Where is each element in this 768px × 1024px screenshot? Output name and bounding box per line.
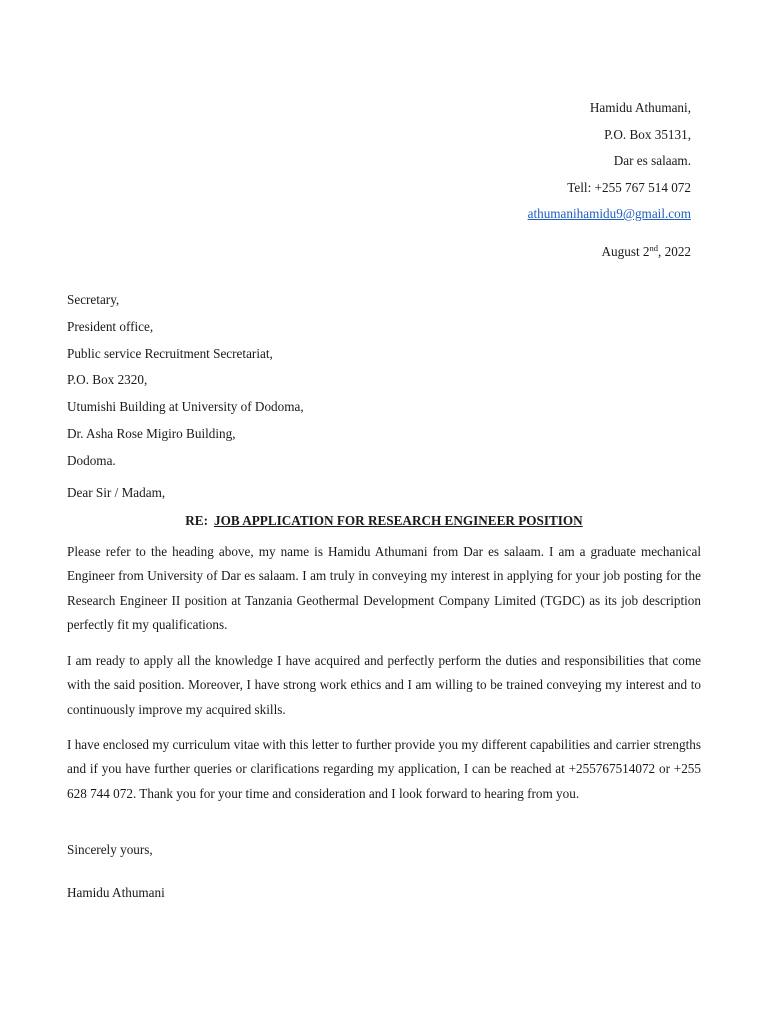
recipient-line: P.O. Box 2320, [67, 372, 148, 388]
recipient-line: President office, [67, 318, 154, 334]
recipient-address-block [67, 287, 304, 475]
sender-email-line [528, 201, 691, 228]
body-paragraph: I am ready to apply all the knowledge I have acquired and perfectly perform the duties and responsibilities that come with the said position. Moreover, I have strong work ethics and I am willing to be trained conveying my interest and to continuously improve my acquired skills. [67, 653, 701, 717]
subject-text: JOB APPLICATION FOR RESEARCH ENGINEER POSITION [214, 513, 583, 528]
signature-name: Hamidu Athumani [67, 885, 165, 900]
recipient-line: Public service Recruitment Secretariat, [67, 345, 273, 361]
letter-date [602, 244, 691, 260]
recipient-line: Dodoma. [67, 452, 116, 468]
sender-city: Dar es salaam. [613, 153, 691, 168]
sender-po-box: P.O. Box 35131, [604, 126, 691, 142]
recipient-line: Dr. Asha Rose Migiro Building, [67, 425, 236, 441]
date-ordinal: nd [649, 243, 659, 253]
sender-phone: Tell: +255 767 514 072 [567, 179, 691, 195]
closing: Sincerely yours, [67, 842, 153, 857]
date-month-day: August 2 [601, 244, 650, 259]
recipient-line: Utumishi Building at University of Dodoma, [67, 399, 304, 415]
body-paragraph: Please refer to the heading above, my name is Hamidu Athumani from Dar es salaam. I am a graduate mechanical Engineer from University of Dar es salaam. I am truly in conveying my interest in applying for your job posting for the Research Engineer II position at Tanzania Geothermal Development Company Limited (TGDC) as its job description perfectly fit my qualifications. [67, 544, 701, 633]
salutation: Dear Sir / Madam, [67, 485, 166, 500]
body-paragraph: I have enclosed my curriculum vitae with this letter to further provide you my different capabilities and carrier strengths and if you have further queries or clarifications regarding my application, I can be reached at +255767514072 or +255 628 744 072. Thank you for your time and consideration and I look forward to hearing from you. [67, 737, 702, 801]
sender-address-block [528, 95, 691, 228]
sender-name: Hamidu Athumani, [589, 100, 691, 115]
recipient-line: Secretary, [67, 292, 120, 307]
date-year: , 2022 [658, 244, 691, 259]
sender-email-link[interactable]: athumanihamidu9@gmail.com [527, 206, 691, 221]
subject-prefix: RE: [185, 513, 208, 528]
subject-line [0, 513, 768, 529]
